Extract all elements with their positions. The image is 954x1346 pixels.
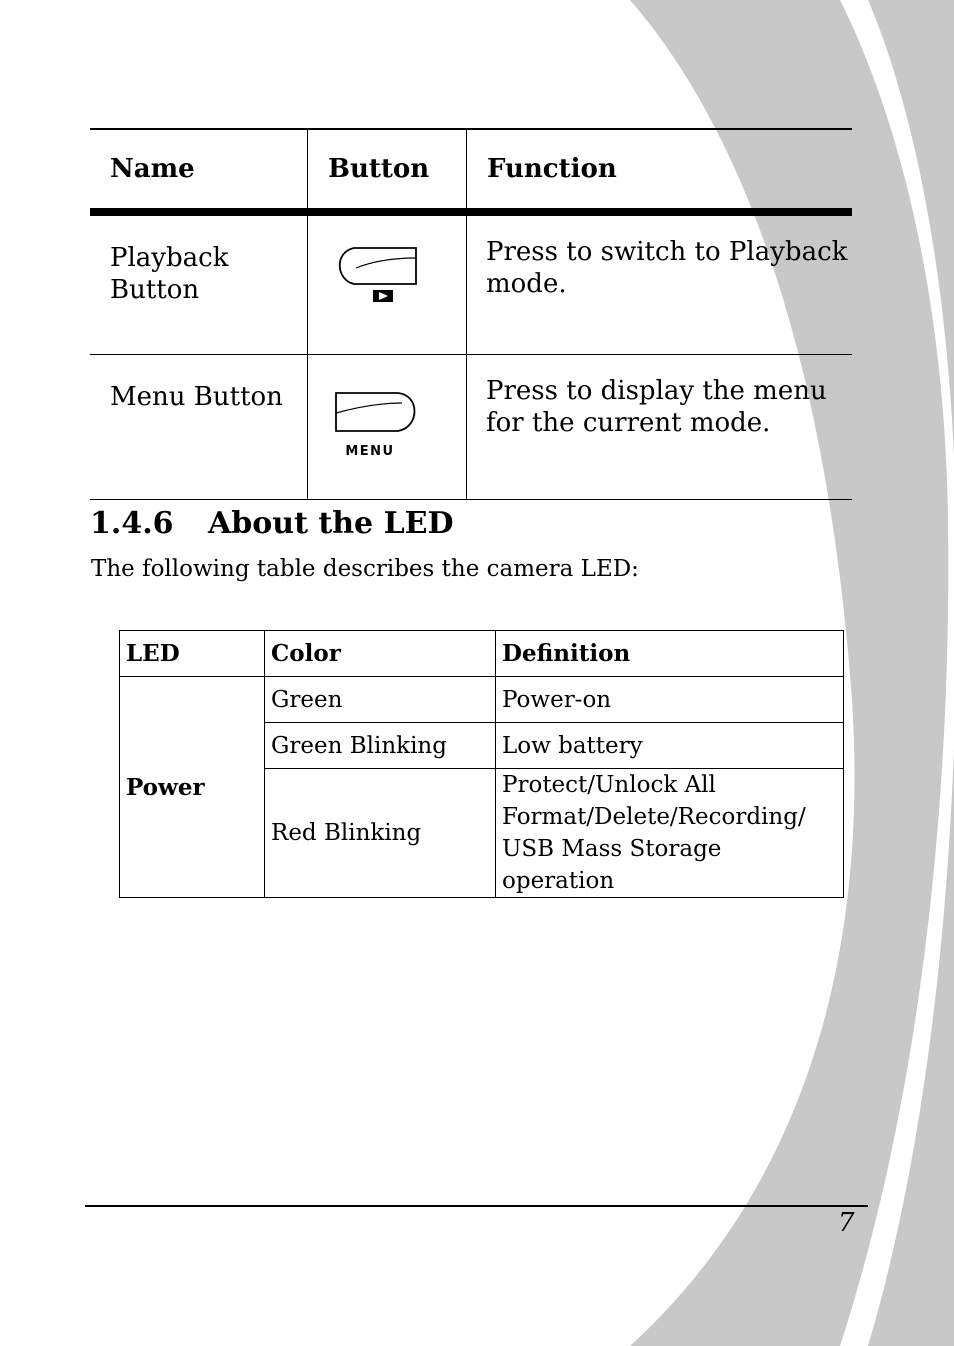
led-color: Green	[265, 677, 496, 723]
section-title: About the LED	[208, 506, 454, 541]
button-table-header	[90, 129, 852, 212]
led-definition: Power-on	[496, 677, 844, 723]
row-function: Press to switch to Playback mode.	[467, 212, 853, 355]
button-table	[90, 128, 852, 500]
led-definition: Protect/Unlock All Format/Delete/Recording/ USB Mass Storage operation	[496, 769, 844, 898]
header-name: Name	[90, 129, 308, 212]
playback-button-icon	[332, 240, 422, 310]
row-button	[308, 212, 467, 355]
row-name: Playback Button	[90, 212, 308, 355]
page-number: 7	[838, 1208, 855, 1238]
menu-icon-label: MENU	[345, 444, 395, 459]
menu-button-icon	[332, 381, 422, 461]
table-row	[90, 355, 852, 500]
table-row	[120, 677, 844, 723]
table-row	[90, 212, 852, 355]
footer-rule	[85, 1205, 868, 1207]
led-definition: Low battery	[496, 723, 844, 769]
header-function: Function	[467, 129, 853, 212]
section-number: 1.4.6	[90, 506, 174, 541]
header-led: LED	[120, 631, 265, 677]
section-heading	[90, 506, 454, 541]
header-definition: Definition	[496, 631, 844, 677]
led-color: Green Blinking	[265, 723, 496, 769]
header-button: Button	[308, 129, 467, 212]
led-table-header	[120, 631, 844, 677]
led-table	[119, 630, 844, 898]
row-name: Menu Button	[90, 355, 308, 500]
row-function: Press to display the menu for the current mode.	[467, 355, 853, 500]
section-intro: The following table describes the camera LED:	[91, 556, 639, 582]
led-name: Power	[120, 677, 265, 898]
header-color: Color	[265, 631, 496, 677]
row-button	[308, 355, 467, 500]
led-color: Red Blinking	[265, 769, 496, 898]
